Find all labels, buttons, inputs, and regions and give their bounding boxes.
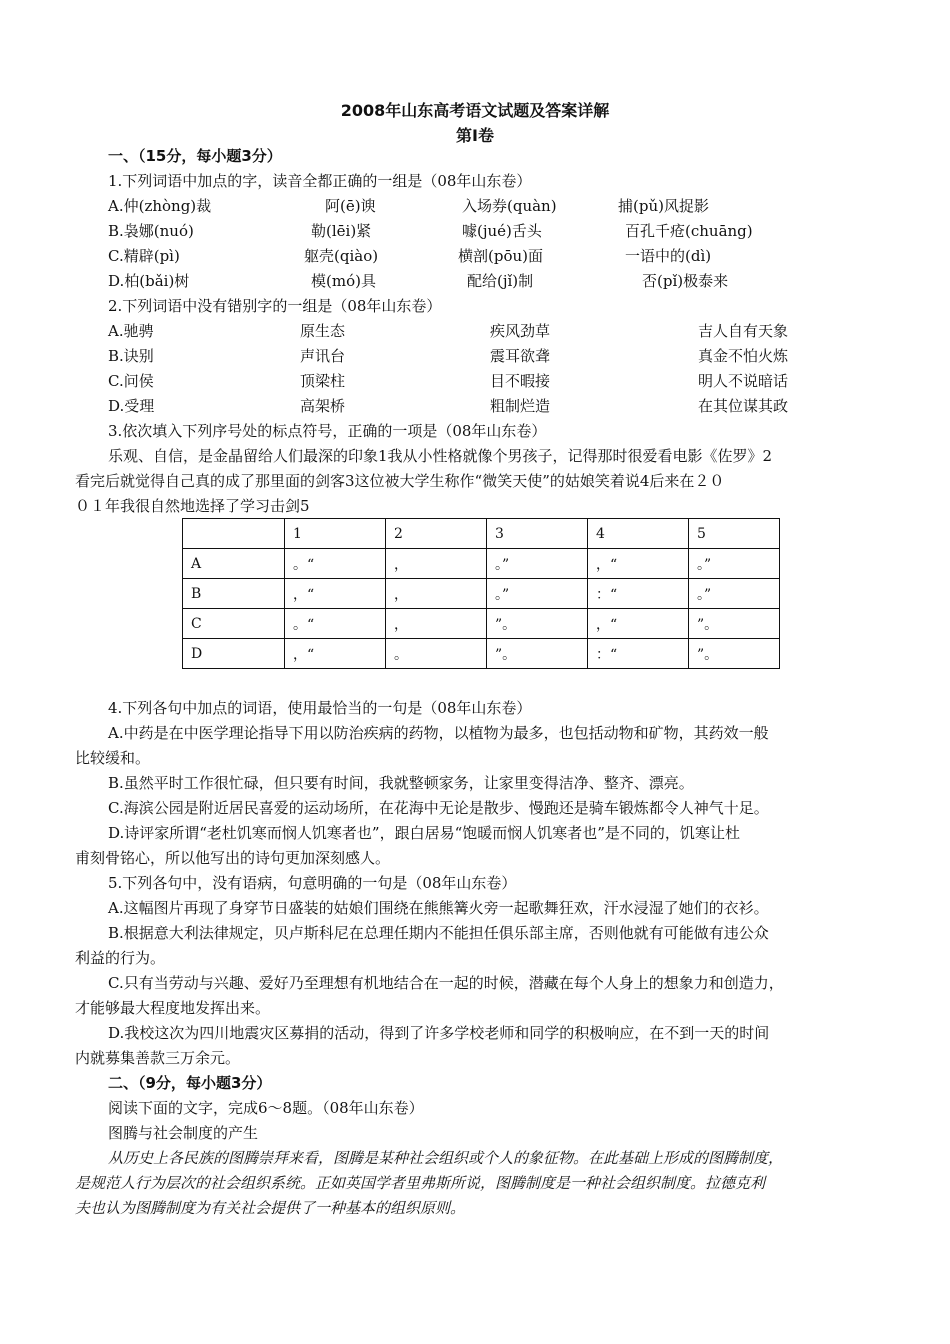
table-cell: 。“ — [285, 549, 386, 579]
q4-option-b: B.虽然平时工作很忙碌，但只要有时间，我就整顿家务，让家里变得洁净、整齐、漂亮。 — [108, 774, 694, 792]
q1-stem: 1.下列词语中加点的字，读音全都正确的一组是（08年山东卷） — [108, 172, 532, 190]
q2-a-3: 疾风劲草 — [490, 322, 551, 340]
q1-c-1: C.精辟(pì) — [108, 247, 180, 265]
q5-option-d-line-1: D.我校这次为四川地震灾区募捐的活动，得到了许多学校老师和同学的积极响应，在不到一天的时间 — [108, 1024, 770, 1042]
section-2-heading: 二、（9分，每小题3分） — [108, 1074, 272, 1092]
table-cell: 5 — [689, 519, 780, 549]
q3-stem: 3.依次填入下列序号处的标点符号，正确的一项是（08年山东卷） — [108, 422, 547, 440]
table-cell: ”。 — [487, 639, 588, 669]
q1-b-4: 百孔千疮(chuāng) — [625, 222, 753, 240]
table-cell: ：“ — [588, 579, 689, 609]
q2-a-2: 原生态 — [300, 322, 346, 340]
q1-a-4: 捕(pǔ)风捉影 — [618, 197, 709, 215]
section-2-intro: 阅读下面的文字，完成6～8题。（08年山东卷） — [108, 1099, 424, 1117]
table-cell: ”。 — [689, 609, 780, 639]
q4-option-c: C.海滨公园是附近居民喜爱的运动场所，在花海中无论是散步、慢跑还是骑车锻炼都令人神气十足。 — [108, 799, 769, 817]
table-cell: 1 — [285, 519, 386, 549]
q1-b-1: B.袅娜(nuó) — [108, 222, 194, 240]
q1-a-1: A.仲(zhòng)裁 — [108, 197, 212, 215]
table-cell: ，“ — [285, 639, 386, 669]
q2-c-2: 顶梁柱 — [300, 372, 346, 390]
q5-option-c-line-1: C.只有当劳动与兴趣、爱好乃至理想有机地结合在一起的时候，潜藏在每个人身上的想象力和创造力， — [108, 974, 784, 992]
q3-text-line-3: ０１年我很自然地选择了学习击剑5 — [75, 497, 310, 515]
article-title: 图腾与社会制度的产生 — [108, 1124, 259, 1142]
table-cell: ， — [386, 549, 487, 579]
table-cell: B — [183, 579, 285, 609]
q2-b-3: 震耳欲聋 — [490, 347, 551, 365]
q5-option-a: A.这幅图片再现了身穿节日盛装的姑娘们围绕在熊熊篝火旁一起歌舞狂欢，汗水浸湿了她们的衣衫。 — [108, 899, 769, 917]
table-cell: ”。 — [487, 609, 588, 639]
q1-d-4: 否(pǐ)极泰来 — [642, 272, 729, 290]
q2-d-1: D.受理 — [108, 397, 155, 415]
document-title: 2008年山东高考语文试题及答案详解 — [340, 101, 610, 120]
table-cell: 。“ — [285, 609, 386, 639]
q4-option-d-line-2: 甫刻骨铭心，所以他写出的诗句更加深刻感人。 — [75, 849, 391, 867]
table-header-row — [183, 519, 780, 549]
table-cell: 。” — [487, 549, 588, 579]
table-cell: ， — [386, 609, 487, 639]
table-cell: A — [183, 549, 285, 579]
table-row — [183, 609, 780, 639]
table-cell — [183, 519, 285, 549]
q2-d-2: 高架桥 — [300, 397, 346, 415]
table-cell: ，“ — [285, 579, 386, 609]
q3-text-line-1: 乐观、自信，是金晶留给人们最深的印象1我从小性格就像个男孩子，记得那时很爱看电影《佐罗》2 — [108, 447, 773, 465]
table-cell: 。 — [386, 639, 487, 669]
q5-option-d-line-2: 内就募集善款三万余元。 — [75, 1049, 241, 1067]
q1-a-2: 阿(ē)谀 — [325, 197, 376, 215]
punctuation-table — [182, 518, 780, 669]
table-cell: 。” — [689, 579, 780, 609]
q1-a-3: 入场券(quàn) — [462, 197, 557, 215]
q2-d-3: 粗制烂造 — [490, 397, 551, 415]
q3-text-line-2: 看完后就觉得自己真的成了那里面的剑客3这位被大学生称作“微笑天使”的姑娘笑着说4后来在２０ — [75, 472, 725, 490]
q5-stem: 5.下列各句中，没有语病，句意明确的一句是（08年山东卷） — [108, 874, 517, 892]
q1-b-3: 噱(jué)舌头 — [462, 222, 542, 240]
q1-b-2: 勒(lēi)紧 — [311, 222, 372, 240]
table-cell: 2 — [386, 519, 487, 549]
table-cell: ，“ — [588, 609, 689, 639]
q2-c-1: C.问侯 — [108, 372, 154, 390]
q4-option-d-line-1: D.诗评家所谓“老杜饥寒而悯人饥寒者也”，跟白居易“饱暖而悯人饥寒者也”是不同的，饥寒让杜 — [108, 824, 740, 842]
q2-stem: 2.下列词语中没有错别字的一组是（08年山东卷） — [108, 297, 442, 315]
q1-c-4: 一语中的(dì) — [625, 247, 712, 265]
q2-a-1: A.驰骋 — [108, 322, 154, 340]
table-cell: ”。 — [689, 639, 780, 669]
q1-c-3: 横剖(pōu)面 — [458, 247, 543, 265]
table-row — [183, 549, 780, 579]
table-row — [183, 579, 780, 609]
q1-c-2: 躯壳(qiào) — [304, 247, 379, 265]
table-cell: 3 — [487, 519, 588, 549]
q4-option-a-line-1: A.中药是在中医学理论指导下用以防治疾病的药物，以植物为最多，也包括动物和矿物，其药效一般 — [108, 724, 769, 742]
q2-b-4: 真金不怕火炼 — [698, 347, 789, 365]
table-cell: ：“ — [588, 639, 689, 669]
q5-option-b-line-1: B.根据意大利法律规定，贝卢斯科尼在总理任期内不能担任俱乐部主席，否则他就有可能做有违公众 — [108, 924, 769, 942]
q2-c-3: 目不暇接 — [490, 372, 551, 390]
q5-option-b-line-2: 利益的行为。 — [75, 949, 166, 967]
q5-option-c-line-2: 才能够最大程度地发挥出来。 — [75, 999, 271, 1017]
table-cell: C — [183, 609, 285, 639]
q1-d-2: 模(mó)具 — [311, 272, 376, 290]
q2-c-4: 明人不说暗话 — [698, 372, 789, 390]
table-cell: D — [183, 639, 285, 669]
q2-b-1: B.诀别 — [108, 347, 154, 365]
table-cell: ， — [386, 579, 487, 609]
table-cell: ，“ — [588, 549, 689, 579]
q4-option-a-line-2: 比较缓和。 — [75, 749, 151, 767]
q2-b-2: 声讯台 — [300, 347, 346, 365]
q4-stem: 4.下列各句中加点的词语，使用最恰当的一句是（08年山东卷） — [108, 699, 532, 717]
q2-a-4: 吉人自有天象 — [698, 322, 789, 340]
article-paragraph-line-2: 是规范人行为层次的社会组织系统。正如英国学者里弗斯所说，图腾制度是一种社会组织制度。拉德克利 — [75, 1174, 766, 1192]
article-paragraph-line-3: 夫也认为图腾制度为有关社会提供了一种基本的组织原则。 — [75, 1199, 466, 1217]
section-1-heading: 一、（15分，每小题3分） — [108, 147, 282, 165]
q1-d-1: D.柏(bǎi)树 — [108, 272, 190, 290]
table-cell: 。” — [487, 579, 588, 609]
article-paragraph-line-1: 从历史上各民族的图腾崇拜来看，图腾是某种社会组织或个人的象征物。在此基础上形成的图腾制度， — [108, 1149, 784, 1167]
table-cell: 。” — [689, 549, 780, 579]
table-row — [183, 639, 780, 669]
q1-d-3: 配给(jǐ)制 — [467, 272, 534, 290]
q2-d-4: 在其位谋其政 — [698, 397, 789, 415]
table-cell: 4 — [588, 519, 689, 549]
volume-label: 第Ⅰ卷 — [456, 126, 494, 145]
